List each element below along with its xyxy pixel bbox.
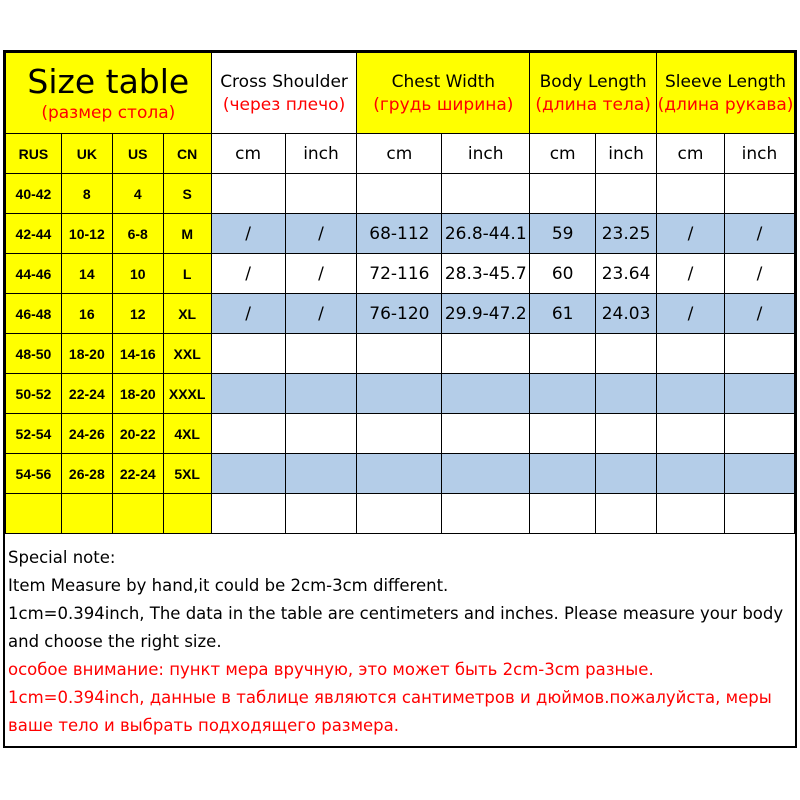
size-cell	[112, 494, 163, 534]
measurement-cell	[596, 174, 657, 214]
measurement-cell: 76-120	[357, 294, 442, 334]
measurement-cell	[357, 334, 442, 374]
measurement-cell	[724, 174, 794, 214]
size-cell: 12	[112, 294, 163, 334]
size-cell: 10	[112, 254, 163, 294]
size-cell: 52-54	[6, 414, 62, 454]
size-cell: 10-12	[61, 214, 112, 254]
size-table	[5, 52, 795, 534]
size-column-cn: CN	[163, 134, 211, 174]
measurement-cell	[724, 374, 794, 414]
body-length-header	[530, 53, 657, 134]
measurement-cell	[285, 374, 357, 414]
chest-width-header	[357, 53, 530, 134]
table-row	[6, 454, 795, 494]
measurement-cell: /	[285, 214, 357, 254]
measurement-cell	[657, 374, 725, 414]
table-row	[6, 174, 795, 214]
size-cell: 18-20	[61, 334, 112, 374]
size-cell: XXXL	[163, 374, 211, 414]
measurement-cell: 29.9-47.2	[442, 294, 530, 334]
measurement-cell	[724, 334, 794, 374]
size-cell: 46-48	[6, 294, 62, 334]
note-line-1: Item Measure by hand,it could be 2cm-3cm different.	[8, 576, 449, 595]
measurement-cell	[211, 174, 285, 214]
size-cell: 54-56	[6, 454, 62, 494]
note-ru-line-1: особое внимание: пункт мера вручную, это может быть 2cm-3cm разные.	[8, 660, 654, 679]
measurement-cell	[530, 454, 596, 494]
measurement-cell	[657, 414, 725, 454]
size-table-title: Size table	[27, 62, 190, 101]
table-row	[6, 494, 795, 534]
size-cell: 50-52	[6, 374, 62, 414]
table-row	[6, 214, 795, 254]
measurement-cell	[357, 374, 442, 414]
measurement-cell	[596, 494, 657, 534]
size-cell: 44-46	[6, 254, 62, 294]
note-line-2: 1cm=0.394inch, The data in the table are centimeters and inches. Please measure your body and choose the right size.	[8, 604, 784, 651]
measurement-cell	[530, 334, 596, 374]
measurement-cell	[285, 334, 357, 374]
measurement-cell: /	[211, 254, 285, 294]
measurement-cell	[657, 174, 725, 214]
measurement-cell	[211, 334, 285, 374]
measurement-cell: 72-116	[357, 254, 442, 294]
measurement-cell: /	[724, 294, 794, 334]
table-row	[6, 254, 795, 294]
measurement-cell: 59	[530, 214, 596, 254]
unit-cell: cm	[530, 134, 596, 174]
chest-width-label-ru: (грудь ширина)	[373, 95, 514, 115]
measurement-cell	[211, 414, 285, 454]
measurement-cell	[442, 414, 530, 454]
measurement-cell: 68-112	[357, 214, 442, 254]
measurement-cell	[211, 494, 285, 534]
size-table-header	[6, 53, 212, 134]
measurement-cell	[724, 414, 794, 454]
size-cell: XXL	[163, 334, 211, 374]
special-note	[8, 544, 788, 740]
size-cell: 6-8	[112, 214, 163, 254]
unit-cell: cm	[657, 134, 725, 174]
measurement-cell	[530, 414, 596, 454]
measurement-cell: /	[211, 294, 285, 334]
cross-shoulder-label: Cross Shoulder	[220, 72, 348, 92]
note-ru-line-2: 1cm=0.394inch, данные в таблице являются сантиметров и дюймов.пожалуйста, меры ваше тело и выбрать подходящего размера.	[8, 688, 772, 735]
measurement-cell	[596, 454, 657, 494]
unit-cell: cm	[357, 134, 442, 174]
measurement-cell	[596, 414, 657, 454]
measurement-cell	[724, 454, 794, 494]
cross-shoulder-label-ru: (через плечо)	[222, 95, 346, 115]
measurement-cell	[285, 454, 357, 494]
size-column-uk: UK	[61, 134, 112, 174]
unit-cell: inch	[596, 134, 657, 174]
measurement-cell	[657, 494, 725, 534]
size-cell	[163, 494, 211, 534]
size-cell: XL	[163, 294, 211, 334]
table-row	[6, 294, 795, 334]
measurement-cell	[442, 454, 530, 494]
measurement-cell	[357, 454, 442, 494]
size-cell: 40-42	[6, 174, 62, 214]
size-cell: 14-16	[112, 334, 163, 374]
unit-cell: cm	[211, 134, 285, 174]
measurement-cell	[285, 494, 357, 534]
note-title: Special note:	[8, 548, 116, 567]
measurement-cell	[211, 374, 285, 414]
measurement-cell	[596, 374, 657, 414]
size-cell: 16	[61, 294, 112, 334]
measurement-cell: /	[724, 254, 794, 294]
body-length-label-ru: (длина тела)	[535, 95, 651, 115]
cross-shoulder-header	[211, 53, 357, 134]
header-row	[6, 53, 795, 134]
measurement-cell: /	[211, 214, 285, 254]
table-row	[6, 374, 795, 414]
size-cell: 14	[61, 254, 112, 294]
size-cell: 22-24	[61, 374, 112, 414]
table-row	[6, 414, 795, 454]
size-cell	[6, 494, 62, 534]
measurement-cell	[530, 174, 596, 214]
measurement-cell	[442, 494, 530, 534]
size-cell: 26-28	[61, 454, 112, 494]
measurement-cell: /	[657, 214, 725, 254]
measurement-cell: /	[285, 294, 357, 334]
size-cell: 48-50	[6, 334, 62, 374]
chest-width-label: Chest Width	[391, 72, 496, 92]
size-table-subtitle: (размер стола)	[41, 103, 176, 123]
measurement-cell: 28.3-45.7	[442, 254, 530, 294]
size-cell	[61, 494, 112, 534]
size-column-rus: RUS	[6, 134, 62, 174]
sleeve-length-label: Sleeve Length	[665, 72, 787, 92]
sleeve-length-label-ru: (длина рукава)	[657, 95, 794, 115]
measurement-cell	[657, 454, 725, 494]
measurement-cell	[285, 174, 357, 214]
measurement-cell	[442, 374, 530, 414]
unit-cell: inch	[285, 134, 357, 174]
size-cell: 22-24	[112, 454, 163, 494]
size-column-us: US	[112, 134, 163, 174]
size-cell: 4XL	[163, 414, 211, 454]
measurement-cell	[357, 414, 442, 454]
measurement-cell	[442, 174, 530, 214]
unit-row	[6, 134, 795, 174]
size-cell: 8	[61, 174, 112, 214]
size-cell: 20-22	[112, 414, 163, 454]
measurement-cell: /	[285, 254, 357, 294]
measurement-cell	[596, 334, 657, 374]
size-cell: 4	[112, 174, 163, 214]
size-cell: S	[163, 174, 211, 214]
body-length-label: Body Length	[539, 72, 647, 92]
measurement-cell	[211, 454, 285, 494]
measurement-cell	[357, 174, 442, 214]
table-row	[6, 334, 795, 374]
measurement-cell: 26.8-44.1	[442, 214, 530, 254]
size-cell: 42-44	[6, 214, 62, 254]
measurement-cell: /	[724, 214, 794, 254]
measurement-cell	[530, 494, 596, 534]
measurement-cell: 23.64	[596, 254, 657, 294]
measurement-cell	[357, 494, 442, 534]
unit-cell: inch	[442, 134, 530, 174]
measurement-cell: /	[657, 294, 725, 334]
measurement-cell	[285, 414, 357, 454]
sleeve-length-header	[657, 53, 795, 134]
measurement-cell: 24.03	[596, 294, 657, 334]
measurement-cell	[724, 494, 794, 534]
unit-cell: inch	[724, 134, 794, 174]
measurement-cell: 61	[530, 294, 596, 334]
size-cell: L	[163, 254, 211, 294]
measurement-cell: 60	[530, 254, 596, 294]
measurement-cell	[657, 334, 725, 374]
size-cell: 5XL	[163, 454, 211, 494]
measurement-cell: 23.25	[596, 214, 657, 254]
size-chart-sheet	[3, 50, 797, 748]
size-cell: 18-20	[112, 374, 163, 414]
measurement-cell	[530, 374, 596, 414]
measurement-cell: /	[657, 254, 725, 294]
size-cell: 24-26	[61, 414, 112, 454]
size-cell: M	[163, 214, 211, 254]
measurement-cell	[442, 334, 530, 374]
